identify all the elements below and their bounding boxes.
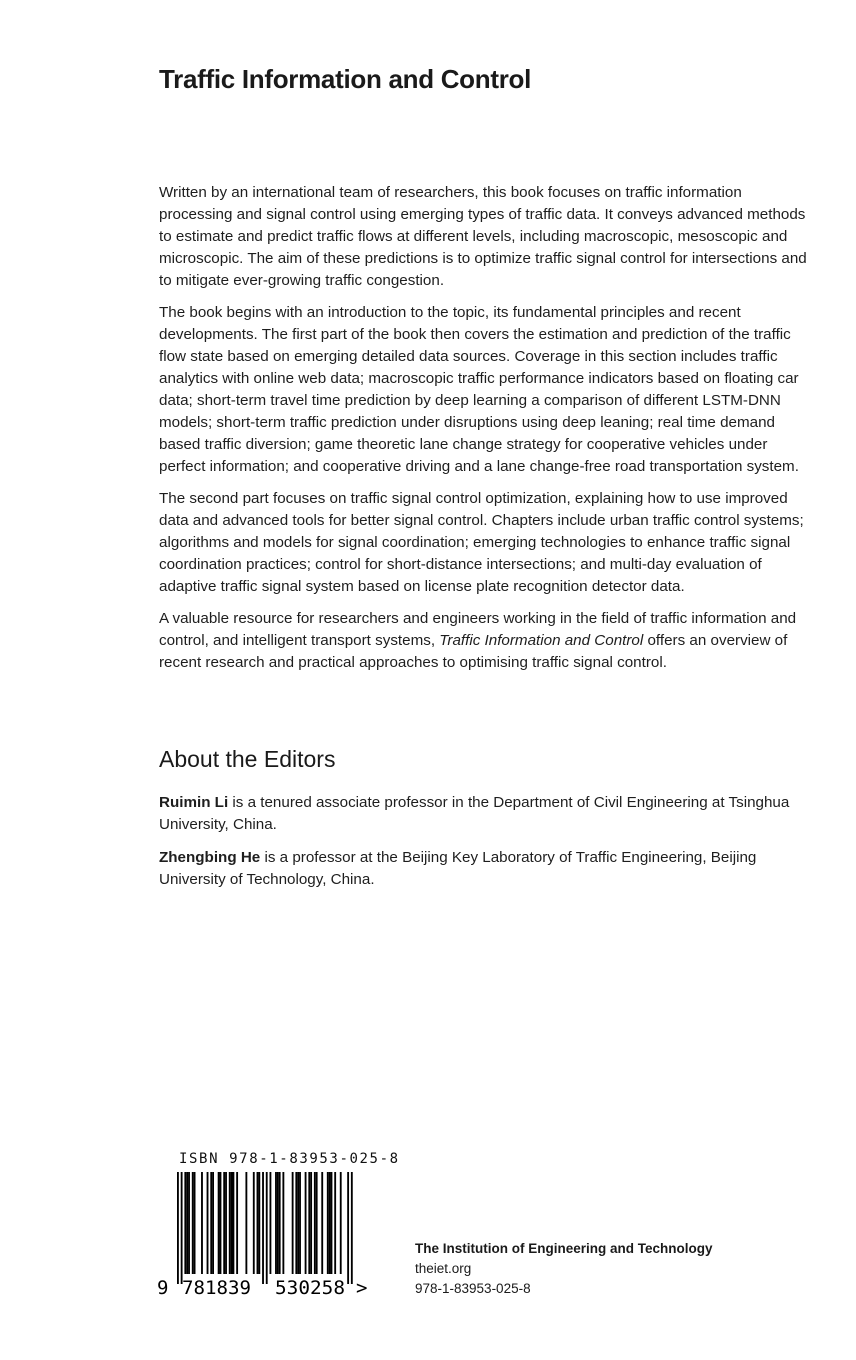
barcode-bar (194, 1172, 196, 1274)
barcode-bar (218, 1172, 220, 1274)
barcode-bar (329, 1172, 331, 1274)
barcode-guard-bar (347, 1172, 349, 1284)
barcode-bar (327, 1172, 329, 1274)
editor-bio: is a tenured associate professor in the Department of Civil Engineering at Tsinghua University, China. (159, 794, 790, 833)
book-title-italic: Traffic Information and Control (439, 632, 644, 649)
barcode-guard-bar (262, 1172, 264, 1284)
paragraph-text: offers an overview of recent research and practical approaches to optimising traffic signal control. (159, 632, 788, 671)
paragraph-text: A valuable resource for researchers and engineers working in the field of traffic information and control, and intelligent transport systems, (159, 610, 797, 649)
editor-bio: is a professor at the Beijing Key Laboratory of Traffic Engineering, Beijing University of Technology, China. (159, 849, 757, 888)
editor-name: Zhengbing He (159, 849, 261, 866)
barcode-bar (297, 1172, 299, 1274)
barcode-bar (270, 1172, 272, 1274)
barcode-bar (212, 1172, 214, 1274)
editor-name: Ruimin Li (159, 794, 229, 811)
editor-entry (159, 847, 819, 891)
barcode-bar (207, 1172, 209, 1274)
book-description (159, 182, 814, 684)
barcode-bar (308, 1172, 310, 1274)
barcode-bar (305, 1172, 307, 1274)
barcode-bar (186, 1172, 188, 1274)
publisher-name: The Institution of Engineering and Technology (415, 1241, 713, 1256)
publisher-isbn: 978-1-83953-025-8 (415, 1281, 531, 1296)
description-paragraph-1: Written by an international team of researchers, this book focuses on traffic information processing and signal control using emerging types of traffic data. It conveys advanced methods to estimate and predict traffic flows at different levels, including macroscopic, mesoscopic and microscopic. The aim of these predictions is to optimize traffic signal control for intersections and to mitigate ever-growing traffic congestion. (159, 184, 807, 289)
barcode-bar (257, 1172, 259, 1274)
barcode-bar (245, 1172, 247, 1274)
barcode-bar (295, 1172, 297, 1274)
barcode-bar (210, 1172, 212, 1274)
description-paragraph-3: The second part focuses on traffic signal control optimization, explaining how to use improved data and advanced tools for better signal control. Chapters include urban traffic control systems; algorithms and models for signal coordination; emerging technologies to enhance traffic signal coordination practices; control for short-distance intersections; and multi-day evaluation of adaptive traffic signal system based on license plate recognition detector data. (159, 490, 804, 595)
barcode-guard-bar (351, 1172, 353, 1284)
barcode-bar (299, 1172, 301, 1274)
editors-list (159, 792, 819, 902)
barcode-bar (321, 1172, 323, 1274)
barcode-bar (334, 1172, 336, 1274)
barcode-bar (231, 1172, 233, 1274)
barcode-bar (340, 1172, 342, 1274)
barcode-bar (184, 1172, 186, 1274)
isbn-label: ISBN 978-1-83953-025-8 (179, 1151, 400, 1167)
barcode-bar (292, 1172, 294, 1274)
barcode-guard-bar (266, 1172, 268, 1284)
barcode-digit-first: 9 (157, 1277, 169, 1299)
description-paragraph-4 (159, 608, 814, 674)
barcode-bar (192, 1172, 194, 1274)
barcode-bar (201, 1172, 203, 1274)
barcode-bar (310, 1172, 312, 1274)
barcode-bar (229, 1172, 231, 1274)
barcode-bar (253, 1172, 255, 1274)
editor-entry (159, 792, 819, 836)
editors-heading: About the Editors (159, 746, 336, 772)
barcode-bar (223, 1172, 225, 1274)
book-title: Traffic Information and Control (159, 64, 532, 94)
barcode-bar (188, 1172, 190, 1274)
barcode-bars (177, 1172, 353, 1284)
barcode-bar (277, 1172, 279, 1274)
barcode-bar (275, 1172, 277, 1274)
barcode-digits-right: 530258 (275, 1277, 345, 1299)
barcode (155, 1170, 385, 1300)
barcode-bar (233, 1172, 235, 1274)
barcode-bar (331, 1172, 333, 1274)
publisher-block (415, 1239, 713, 1299)
barcode-bar (236, 1172, 238, 1274)
barcode-bar (225, 1172, 227, 1274)
publisher-website[interactable]: theiet.org (415, 1261, 472, 1276)
description-paragraph-2: The book begins with an introduction to the topic, its fundamental principles and recent developments. The first part of the book then covers the estimation and prediction of the traffic flow state based on emerging detailed data sources. Coverage in this section includes traffic analytics with online web data; macroscopic traffic performance indicators based on floating car data; short-term travel time prediction by deep learning a comparison of different LSTM-DNN models; short-term traffic prediction under disruptions using deep leaning; real time demand based traffic diversion; game theoretic lane change strategy for cooperative vehicles under perfect information; and cooperative driving and a lane change-free road transportation system. (159, 304, 799, 475)
barcode-bar (316, 1172, 318, 1274)
barcode-bar (220, 1172, 222, 1274)
barcode-bar (279, 1172, 281, 1274)
barcode-quiet-zone-mark: > (356, 1277, 368, 1299)
barcode-bar (314, 1172, 316, 1274)
barcode-guard-bar (177, 1172, 179, 1284)
barcode-digits-left: 781839 (182, 1277, 251, 1299)
barcode-bar (282, 1172, 284, 1274)
barcode-guard-bar (181, 1172, 183, 1284)
barcode-bar (258, 1172, 260, 1274)
